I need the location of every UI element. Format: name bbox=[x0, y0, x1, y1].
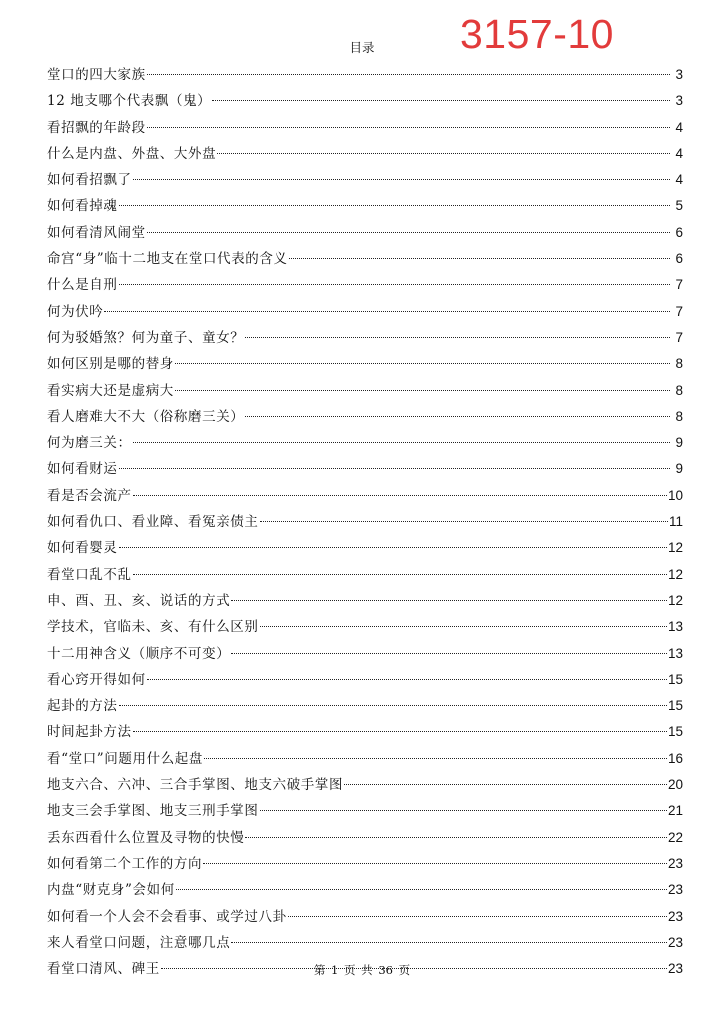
dot-leader bbox=[119, 468, 671, 469]
toc-entry[interactable] bbox=[47, 325, 683, 351]
toc-entry[interactable] bbox=[47, 88, 683, 114]
toc-entry-label[interactable]: 如何看招飘了 bbox=[47, 172, 132, 189]
toc-entry-label[interactable]: 看实病大还是虚病大 bbox=[47, 382, 174, 399]
toc-entry-label[interactable]: 12 地支哪个代表飘（鬼） bbox=[47, 93, 212, 110]
toc-entry[interactable] bbox=[47, 798, 683, 824]
toc-entry-page-number[interactable]: 23 bbox=[667, 934, 683, 950]
dot-leader bbox=[203, 863, 667, 864]
dot-leader bbox=[133, 442, 670, 443]
toc-entry[interactable] bbox=[47, 483, 683, 509]
toc-entry-page-number[interactable]: 4 bbox=[675, 172, 683, 188]
dot-leader bbox=[176, 889, 667, 890]
toc-entry-label[interactable]: 看心窍开得如何 bbox=[47, 671, 146, 688]
toc-entry-label[interactable]: 何为磨三关： bbox=[47, 435, 132, 452]
toc-entry-label[interactable]: 看“堂口”问题用什么起盘 bbox=[47, 750, 204, 767]
toc-entry[interactable] bbox=[47, 509, 683, 535]
toc-entry-label[interactable]: 时间起卦方法 bbox=[47, 724, 132, 741]
dot-leader bbox=[231, 942, 667, 943]
toc-entry-page-number[interactable]: 10 bbox=[667, 487, 683, 503]
toc-title: 目录 bbox=[349, 40, 375, 55]
dot-leader bbox=[147, 232, 670, 233]
toc-entry-page-number[interactable]: 20 bbox=[667, 777, 683, 793]
toc-entry-label[interactable]: 内盘“财克身”会如何 bbox=[47, 882, 175, 899]
toc-entry[interactable] bbox=[47, 220, 683, 246]
toc-entry[interactable] bbox=[47, 378, 683, 404]
toc-entry-label[interactable]: 如何看仇口、看业障、看冤亲债主 bbox=[47, 514, 259, 531]
toc-entry-label[interactable]: 如何看婴灵 bbox=[47, 540, 118, 557]
toc-entry-page-number[interactable]: 23 bbox=[667, 961, 683, 977]
toc-entry-page-number[interactable]: 6 bbox=[675, 224, 683, 240]
toc-entry-label[interactable]: 地支三会手掌图、地支三刑手掌图 bbox=[47, 803, 259, 820]
toc-entry-label[interactable]: 何为驳婚煞？何为童子、童女？ bbox=[47, 329, 245, 346]
toc-entry[interactable] bbox=[47, 588, 683, 614]
toc-entry[interactable] bbox=[47, 535, 683, 561]
toc-entry-page-number[interactable]: 8 bbox=[675, 408, 683, 424]
toc-entry-label[interactable]: 看招飘的年龄段 bbox=[47, 119, 146, 136]
toc-entry[interactable] bbox=[47, 904, 683, 930]
dot-leader bbox=[119, 705, 667, 706]
toc-entry-label[interactable]: 如何看清风闹堂 bbox=[47, 224, 146, 241]
dot-leader bbox=[217, 153, 670, 154]
toc-entry[interactable] bbox=[47, 719, 683, 745]
toc-entry[interactable] bbox=[47, 351, 683, 377]
toc-entry[interactable] bbox=[47, 614, 683, 640]
dot-leader bbox=[260, 521, 668, 522]
toc-entry-page-number[interactable]: 7 bbox=[675, 303, 683, 319]
dot-leader bbox=[245, 416, 670, 417]
dot-leader bbox=[147, 74, 670, 75]
toc-entry-label[interactable]: 什么是自刑 bbox=[47, 277, 118, 294]
toc-entry-label[interactable]: 如何区别是哪的替身 bbox=[47, 356, 174, 373]
dot-leader bbox=[133, 574, 667, 575]
dot-leader bbox=[231, 653, 667, 654]
toc-entry-page-number[interactable]: 22 bbox=[667, 829, 683, 845]
toc-entry-page-number[interactable]: 8 bbox=[675, 382, 683, 398]
toc-entry-label[interactable]: 如何看财运 bbox=[47, 461, 118, 478]
toc-entry[interactable] bbox=[47, 167, 683, 193]
toc-entry-page-number[interactable]: 9 bbox=[675, 435, 683, 451]
dot-leader bbox=[245, 337, 670, 338]
toc-entry-label[interactable]: 地支六合、六冲、三合手掌图、地支六破手掌图 bbox=[47, 777, 344, 794]
toc-entry-label[interactable]: 命宫“身”临十二地支在堂口代表的含义 bbox=[47, 251, 288, 268]
toc-entry-label[interactable]: 如何看第二个工作的方向 bbox=[47, 855, 203, 872]
toc-entry-label[interactable]: 看人磨难大不大（俗称磨三关） bbox=[47, 408, 245, 425]
toc-entry[interactable] bbox=[47, 562, 683, 588]
dot-leader bbox=[104, 311, 670, 312]
toc-entry-page-number[interactable]: 15 bbox=[667, 671, 683, 687]
toc-entry-page-number[interactable]: 4 bbox=[675, 145, 683, 161]
toc-entry-page-number[interactable]: 12 bbox=[667, 566, 683, 582]
toc-entry-page-number[interactable]: 3 bbox=[675, 67, 683, 82]
toc-entry-label[interactable]: 丢东西看什么位置及寻物的快慢 bbox=[47, 829, 245, 846]
toc-entry[interactable] bbox=[47, 825, 683, 851]
toc-entry-page-number[interactable]: 23 bbox=[667, 855, 683, 871]
toc-entry[interactable] bbox=[47, 299, 683, 325]
toc-entry[interactable] bbox=[47, 772, 683, 798]
page-footer: 第 1 页 共 36 页 bbox=[313, 963, 411, 977]
toc-entry[interactable] bbox=[47, 930, 683, 956]
toc-entry-label[interactable]: 起卦的方法 bbox=[47, 698, 118, 715]
dot-leader bbox=[260, 810, 667, 811]
toc-entry-page-number[interactable]: 16 bbox=[667, 750, 683, 766]
toc-entry-label[interactable]: 来人看堂口问题，注意哪几点 bbox=[47, 934, 231, 951]
dot-leader bbox=[147, 127, 670, 128]
dot-leader bbox=[133, 179, 670, 180]
toc-entry-label[interactable]: 什么是内盘、外盘、大外盘 bbox=[47, 145, 217, 162]
dot-leader bbox=[119, 284, 671, 285]
toc-entry-page-number[interactable]: 23 bbox=[667, 882, 683, 898]
toc-entry[interactable] bbox=[47, 693, 683, 719]
dot-leader bbox=[289, 258, 670, 259]
toc-entry-label[interactable]: 如何看掉魂 bbox=[47, 198, 118, 215]
toc-entry[interactable] bbox=[47, 115, 683, 141]
dot-leader bbox=[175, 390, 670, 391]
toc-entry-page-number[interactable]: 21 bbox=[667, 803, 683, 819]
toc-entry-page-number[interactable]: 23 bbox=[667, 908, 683, 924]
dot-leader bbox=[204, 758, 667, 759]
toc-entry[interactable] bbox=[47, 246, 683, 272]
toc-entry-page-number[interactable]: 12 bbox=[667, 592, 683, 608]
dot-leader bbox=[119, 205, 671, 206]
toc-entry-page-number[interactable]: 7 bbox=[675, 329, 683, 345]
dot-leader bbox=[175, 363, 670, 364]
dot-leader bbox=[147, 679, 667, 680]
table-of-contents bbox=[47, 62, 683, 982]
toc-entry-label[interactable]: 看堂口清风、碑王 bbox=[47, 961, 160, 978]
toc-entry[interactable] bbox=[47, 193, 683, 219]
toc-entry-page-number[interactable]: 11 bbox=[668, 514, 683, 530]
toc-entry[interactable] bbox=[47, 141, 683, 167]
toc-entry-page-number[interactable]: 7 bbox=[675, 277, 683, 293]
toc-entry-label[interactable]: 十二用神含义（顺序不可变） bbox=[47, 645, 231, 662]
toc-entry-page-number[interactable]: 8 bbox=[675, 356, 683, 372]
toc-entry-page-number[interactable]: 15 bbox=[667, 698, 683, 714]
toc-entry-label[interactable]: 申、酉、丑、亥、说话的方式 bbox=[47, 592, 231, 609]
dot-leader bbox=[119, 547, 667, 548]
dot-leader bbox=[133, 731, 667, 732]
toc-entry-label[interactable]: 堂口的四大家族 bbox=[47, 67, 146, 83]
toc-entry[interactable] bbox=[47, 746, 683, 772]
dot-leader bbox=[288, 916, 667, 917]
toc-entry-page-number[interactable]: 15 bbox=[667, 724, 683, 740]
toc-entry-page-number[interactable]: 4 bbox=[675, 119, 683, 135]
toc-entry[interactable] bbox=[47, 404, 683, 430]
dot-leader bbox=[344, 784, 667, 785]
toc-entry-page-number[interactable]: 6 bbox=[675, 251, 683, 267]
toc-entry[interactable] bbox=[47, 430, 683, 456]
dot-leader bbox=[260, 626, 667, 627]
toc-entry-page-number[interactable]: 13 bbox=[667, 645, 683, 661]
dot-leader bbox=[212, 100, 670, 101]
toc-entry[interactable] bbox=[47, 641, 683, 667]
toc-entry[interactable] bbox=[47, 456, 683, 482]
toc-entry[interactable] bbox=[47, 877, 683, 903]
toc-entry-page-number[interactable]: 9 bbox=[675, 461, 683, 477]
dot-leader bbox=[231, 600, 667, 601]
toc-entry[interactable] bbox=[47, 272, 683, 298]
toc-entry-page-number[interactable]: 12 bbox=[667, 540, 683, 556]
toc-entry[interactable] bbox=[47, 62, 683, 88]
toc-entry-label[interactable]: 何为伏吟 bbox=[47, 303, 104, 320]
handwritten-stamp: 3157-10 bbox=[460, 11, 614, 57]
toc-entry-label[interactable]: 看堂口乱不乱 bbox=[47, 566, 132, 583]
dot-leader bbox=[245, 837, 667, 838]
toc-entry-label[interactable]: 看是否会流产 bbox=[47, 487, 132, 504]
toc-entry[interactable] bbox=[47, 667, 683, 693]
toc-entry-label[interactable]: 如何看一个人会不会看事、或学过八卦 bbox=[47, 908, 287, 925]
toc-entry-page-number[interactable]: 13 bbox=[667, 619, 683, 635]
toc-entry-label[interactable]: 学技术，官临未、亥、有什么区别 bbox=[47, 619, 259, 636]
dot-leader bbox=[133, 495, 667, 496]
toc-entry[interactable] bbox=[47, 851, 683, 877]
toc-entry-page-number[interactable]: 3 bbox=[675, 93, 683, 109]
toc-entry-page-number[interactable]: 5 bbox=[675, 198, 683, 214]
